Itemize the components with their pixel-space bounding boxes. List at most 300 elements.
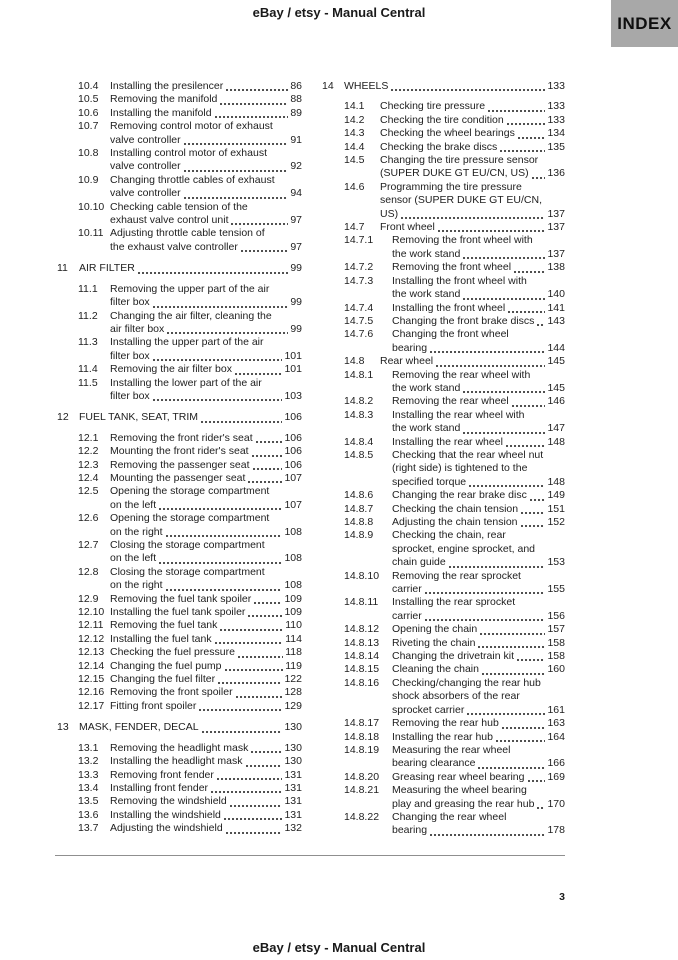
toc-entry-body bbox=[110, 472, 302, 485]
toc-entry-title-line: Installing the rear sprocket bbox=[392, 596, 516, 609]
toc-entry bbox=[322, 409, 565, 436]
toc-entry-number: 14.8.10 bbox=[344, 569, 380, 582]
toc-entry-title-line: Installing the lower part of the air bbox=[110, 376, 262, 389]
toc-entry-title: Greasing rear wheel bearing bbox=[392, 770, 525, 783]
toc-entry-title: valve controller bbox=[110, 187, 181, 200]
toc-entry-last-line bbox=[110, 134, 302, 147]
toc-entry-number: 13.6 bbox=[78, 808, 99, 821]
toc-entry-number: 11.2 bbox=[78, 309, 98, 322]
toc-entry-last-line bbox=[392, 824, 565, 837]
toc-entry-last-line bbox=[110, 323, 302, 336]
toc-entry-body bbox=[110, 539, 302, 566]
dot-leader bbox=[514, 271, 545, 273]
toc-entry-number: 11.4 bbox=[78, 363, 98, 376]
toc-entry-page: 97 bbox=[290, 240, 302, 253]
toc-entry-number: 14.8.4 bbox=[344, 435, 374, 448]
toc-entry-page: 128 bbox=[284, 686, 302, 699]
toc-entry-body bbox=[110, 822, 302, 835]
toc-entry-body bbox=[380, 221, 565, 234]
toc-entry-page: 122 bbox=[284, 673, 302, 686]
toc-entry-number: 14.8.12 bbox=[344, 623, 380, 636]
toc-entry-number: 14.7.5 bbox=[344, 314, 374, 327]
toc-entry-body bbox=[110, 485, 302, 512]
toc-entry-last-line bbox=[392, 422, 565, 435]
dot-leader bbox=[463, 298, 545, 300]
toc-entry-body bbox=[110, 377, 302, 404]
toc-entry bbox=[57, 782, 302, 795]
toc-entry-title: Checking the chain tension bbox=[392, 502, 519, 515]
toc-entry bbox=[322, 355, 565, 368]
toc-entry-page: 86 bbox=[290, 80, 302, 92]
toc-entry-last-line bbox=[392, 302, 565, 315]
dot-leader bbox=[482, 673, 545, 675]
toc-entry bbox=[322, 234, 565, 261]
toc-entry-body bbox=[380, 355, 565, 368]
toc-entry-page: 130 bbox=[284, 755, 302, 768]
toc-entry-last-line bbox=[110, 363, 302, 376]
header-title: eBay / etsy - Manual Central bbox=[252, 5, 426, 20]
dot-leader bbox=[225, 669, 284, 671]
dot-leader bbox=[256, 441, 283, 443]
toc-entry-page: 161 bbox=[547, 703, 565, 716]
toc-entry-last-line bbox=[392, 583, 565, 596]
toc-entry-body bbox=[110, 593, 302, 606]
toc-entry-last-line bbox=[110, 673, 302, 686]
toc-entry-page: 133 bbox=[547, 100, 565, 113]
toc-entry-title: Removing the manifold bbox=[110, 93, 218, 106]
toc-entry-number: 10.11 bbox=[78, 227, 104, 240]
toc-entry-number: 14.8.21 bbox=[344, 784, 380, 797]
toc-entry-last-line bbox=[110, 755, 302, 768]
toc-entry-last-line bbox=[392, 476, 565, 489]
toc-entry-body bbox=[392, 449, 565, 489]
toc-section bbox=[57, 262, 302, 275]
toc-entry-page: 131 bbox=[284, 768, 302, 781]
dot-leader bbox=[401, 217, 545, 219]
toc-entry-page: 99 bbox=[290, 296, 302, 309]
dot-leader bbox=[199, 709, 282, 711]
dot-leader bbox=[463, 257, 545, 259]
toc-entry bbox=[57, 310, 302, 337]
toc-entry-number: 10.9 bbox=[78, 173, 99, 186]
toc-entry-last-line bbox=[392, 503, 565, 516]
toc-entry-number: 10.6 bbox=[78, 106, 99, 119]
toc-entry-last-line bbox=[110, 646, 302, 659]
toc-entry-title-line: Opening the storage compartment bbox=[110, 512, 270, 525]
toc-entry-page: 137 bbox=[547, 221, 565, 234]
dot-leader bbox=[517, 659, 545, 661]
toc-entry-page: 99 bbox=[290, 322, 302, 335]
dot-leader bbox=[521, 525, 546, 527]
dot-leader bbox=[238, 656, 283, 658]
toc-entry-title: Adjusting the chain tension bbox=[392, 516, 518, 528]
dot-leader bbox=[226, 89, 288, 91]
toc-entry-body bbox=[380, 100, 565, 113]
toc-entry-last-line bbox=[110, 593, 302, 606]
toc-entry-title: Removing the front rider's seat bbox=[110, 431, 253, 444]
toc-entry-title-line: shock absorbers of the rear bbox=[392, 690, 520, 703]
toc-entry-title: Removing the rear hub bbox=[392, 717, 499, 730]
toc-entry-title-line: Measuring the rear wheel bbox=[392, 743, 511, 756]
toc-entry-number: 12.14 bbox=[78, 659, 105, 672]
toc-entry-number: 13.7 bbox=[78, 822, 99, 835]
toc-entry-last-line bbox=[110, 579, 302, 592]
toc-entry-body bbox=[110, 201, 302, 228]
toc-entry bbox=[57, 363, 302, 376]
toc-entry-title: the work stand bbox=[392, 422, 461, 435]
dot-leader bbox=[512, 405, 546, 407]
toc-entry-title-line: Opening the storage compartment bbox=[110, 485, 270, 498]
toc-entry-last-line bbox=[392, 516, 565, 529]
toc-entry-last-line bbox=[392, 650, 565, 663]
toc-entry-page: 136 bbox=[547, 167, 565, 180]
dot-leader bbox=[528, 780, 546, 782]
toc-entry-body bbox=[110, 619, 302, 632]
toc-entry-body bbox=[392, 503, 565, 516]
toc-entry-number: 14.8.18 bbox=[344, 730, 380, 743]
toc-entry-last-line bbox=[392, 717, 565, 730]
dot-leader bbox=[430, 351, 545, 353]
toc-entry-body bbox=[110, 795, 302, 808]
toc-entry-last-line bbox=[110, 552, 302, 565]
toc-entry bbox=[57, 432, 302, 445]
toc-entry bbox=[322, 677, 565, 717]
toc-entry bbox=[57, 700, 302, 713]
toc-entry-page: 147 bbox=[547, 422, 565, 435]
dot-leader bbox=[532, 177, 546, 179]
toc-entry-number: 12.1 bbox=[78, 431, 99, 444]
dot-leader bbox=[215, 116, 289, 118]
toc-entry bbox=[57, 795, 302, 808]
toc-entry-last-line bbox=[392, 637, 565, 650]
toc-entry-title-line: Removing the rear wheel with bbox=[392, 368, 531, 381]
toc-entry-body bbox=[392, 637, 565, 650]
toc-entry-number: 12.2 bbox=[78, 445, 99, 458]
toc-entry bbox=[57, 606, 302, 619]
toc-entry-number: 14.8.9 bbox=[344, 529, 374, 542]
toc-entry-title-line: Removing the front wheel with bbox=[392, 234, 533, 247]
toc-entry-title: US) bbox=[380, 207, 399, 220]
toc-entry-number: 13.3 bbox=[78, 768, 99, 781]
toc-entry-number: 10.8 bbox=[78, 147, 99, 160]
dot-leader bbox=[500, 150, 545, 152]
toc-entry-last-line bbox=[380, 141, 565, 154]
dot-leader bbox=[480, 633, 545, 635]
toc-entry-title: (SUPER DUKE GT EU/CN, US) bbox=[380, 167, 529, 180]
toc-entry-page: 160 bbox=[547, 663, 565, 676]
toc-entry-number: 14.8.8 bbox=[344, 516, 374, 528]
toc-entry-number: 10.5 bbox=[78, 93, 99, 106]
toc-entry-number: 14.7.4 bbox=[344, 301, 374, 314]
toc-entry-number: 14.7 bbox=[344, 221, 365, 234]
toc-entry-body bbox=[380, 141, 565, 154]
dot-leader bbox=[211, 791, 282, 793]
toc-entry-title: Removing the rear wheel bbox=[392, 395, 509, 408]
toc-entry-body bbox=[392, 717, 565, 730]
toc-entry bbox=[322, 811, 565, 838]
toc-entry-body bbox=[110, 566, 302, 593]
toc-entry-body bbox=[110, 660, 302, 673]
toc-entry-number: 14.5 bbox=[344, 154, 365, 167]
toc-entry-last-line bbox=[110, 445, 302, 458]
toc-entry-body bbox=[110, 459, 302, 472]
toc-entry bbox=[322, 650, 565, 663]
toc-entry bbox=[322, 154, 565, 181]
toc-entry-title: Installing the front wheel bbox=[392, 301, 506, 314]
toc-entry-title: sprocket carrier bbox=[392, 703, 465, 716]
toc-entry-page: 106 bbox=[284, 445, 302, 458]
toc-entry-title-line: Measuring the wheel bearing bbox=[392, 784, 527, 797]
toc-entry-page: 148 bbox=[547, 435, 565, 448]
toc-entry-body bbox=[110, 120, 302, 147]
dot-leader bbox=[488, 110, 545, 112]
dot-leader bbox=[425, 592, 546, 594]
toc-entry-title-line: Removing control motor of exhaust bbox=[110, 120, 273, 133]
toc-entry-last-line bbox=[110, 822, 302, 835]
toc-entry-last-line bbox=[380, 127, 565, 140]
toc-entry-number: 10.10 bbox=[78, 200, 105, 213]
toc-entry bbox=[57, 93, 302, 106]
toc-entry-body bbox=[392, 395, 565, 408]
toc-entry-number: 14.8.20 bbox=[344, 770, 380, 783]
toc-entry bbox=[322, 181, 565, 221]
toc-entry-title: the work stand bbox=[392, 381, 461, 394]
toc-entry bbox=[57, 201, 302, 228]
toc-entry bbox=[322, 489, 565, 502]
toc-entry bbox=[322, 663, 565, 676]
toc-entry-last-line bbox=[110, 472, 302, 485]
toc-entry-page: 137 bbox=[547, 247, 565, 260]
toc-entry-page: 106 bbox=[284, 458, 302, 471]
toc-entry-title: Checking the tire condition bbox=[380, 113, 504, 126]
toc-entry-page: 164 bbox=[547, 730, 565, 743]
toc-entry-last-line bbox=[110, 769, 302, 782]
footer-title: eBay / etsy - Manual Central bbox=[252, 940, 426, 955]
dot-leader bbox=[425, 619, 546, 621]
toc-entry-title: on the right bbox=[110, 525, 163, 538]
toc-entry-last-line bbox=[392, 610, 565, 623]
toc-entry-number: 14.2 bbox=[344, 113, 365, 126]
toc-entry-title-line: Removing the rear sprocket bbox=[392, 569, 521, 582]
dot-leader bbox=[248, 481, 282, 483]
toc-entry-body bbox=[392, 570, 565, 597]
toc-entry-title: Cleaning the chain bbox=[392, 663, 479, 676]
toc-entry-title: the exhaust valve controller bbox=[110, 240, 238, 253]
toc-entry-body bbox=[392, 302, 565, 315]
toc-entry-title: Changing the front brake discs bbox=[392, 314, 535, 327]
toc-entry-page: 109 bbox=[284, 592, 302, 605]
dot-leader bbox=[230, 805, 283, 807]
dot-leader bbox=[496, 740, 545, 742]
toc-entry-title-line: Installing the rear wheel with bbox=[392, 408, 525, 421]
toc-entry bbox=[57, 80, 302, 93]
toc-entry-last-line bbox=[392, 757, 565, 770]
toc-entry-title-line: Checking the chain, rear bbox=[392, 529, 506, 542]
toc-entry-last-line bbox=[392, 342, 565, 355]
toc-entry-title: Installing the headlight mask bbox=[110, 755, 243, 768]
toc-entry-body bbox=[380, 154, 565, 181]
toc-section bbox=[322, 80, 565, 93]
toc-entry-page: 130 bbox=[284, 721, 302, 734]
toc-entry-title: bearing bbox=[392, 341, 428, 354]
toc-entry-title-line: Checking/changing the rear hub bbox=[392, 676, 541, 689]
toc-entry-last-line bbox=[110, 432, 302, 445]
toc-entry-body bbox=[110, 633, 302, 646]
dot-leader bbox=[521, 512, 545, 514]
toc-entry-title-line: Installing the front wheel with bbox=[392, 274, 527, 287]
toc-entry-page: 163 bbox=[547, 717, 565, 730]
toc-entry bbox=[57, 174, 302, 201]
toc-entry bbox=[322, 771, 565, 784]
toc-entry bbox=[322, 570, 565, 597]
toc-entry-number: 14.8.6 bbox=[344, 489, 374, 502]
toc-entry-title: Adjusting the windshield bbox=[110, 822, 223, 835]
toc-entry-body bbox=[110, 93, 302, 106]
toc-entry-number: 14.7.2 bbox=[344, 261, 374, 274]
toc-entry-number: 14.6 bbox=[344, 180, 365, 193]
toc-entry bbox=[322, 623, 565, 636]
toc-entry-title: Mounting the front rider's seat bbox=[110, 445, 249, 458]
toc-entry-page: 118 bbox=[285, 646, 302, 659]
dot-leader bbox=[231, 223, 288, 225]
toc-entry-body bbox=[110, 769, 302, 782]
toc-entry-title: carrier bbox=[392, 609, 422, 622]
toc-entry-body bbox=[110, 700, 302, 713]
toc-entry-page: 144 bbox=[547, 341, 565, 354]
toc-entry-body bbox=[79, 411, 302, 424]
dot-leader bbox=[463, 391, 545, 393]
dot-leader bbox=[478, 767, 545, 769]
dot-leader bbox=[241, 250, 288, 252]
toc-entry bbox=[57, 742, 302, 755]
toc-entry bbox=[322, 302, 565, 315]
toc-entry-number: 11.5 bbox=[78, 376, 98, 389]
toc-entry-page: 133 bbox=[547, 80, 565, 92]
toc-entry-body bbox=[392, 489, 565, 502]
dot-leader bbox=[202, 731, 283, 733]
toc-entry-body bbox=[110, 283, 302, 310]
toc-entry-page: 143 bbox=[547, 314, 565, 327]
toc-entry-page: 140 bbox=[547, 288, 565, 301]
toc-entry bbox=[57, 539, 302, 566]
toc-entry-body bbox=[392, 516, 565, 529]
toc-entry-title: Removing the windshield bbox=[110, 795, 227, 808]
toc-entry bbox=[322, 717, 565, 730]
index-tab[interactable] bbox=[611, 0, 678, 47]
toc-entry bbox=[322, 596, 565, 623]
toc-entry-page: 156 bbox=[547, 609, 565, 622]
toc-entry-last-line bbox=[110, 296, 302, 309]
toc-entry-last-line bbox=[110, 742, 302, 755]
toc-entry-title: Installing the windshield bbox=[110, 808, 221, 821]
toc-entry-page: 169 bbox=[547, 770, 565, 783]
toc-entry bbox=[57, 593, 302, 606]
toc-entry bbox=[322, 275, 565, 302]
toc-entry-title: FUEL TANK, SEAT, TRIM bbox=[79, 411, 199, 424]
dot-leader bbox=[226, 832, 283, 834]
toc-entry bbox=[322, 100, 565, 113]
dot-leader bbox=[467, 713, 545, 715]
dot-leader bbox=[184, 143, 289, 145]
toc-entry-page: 145 bbox=[547, 381, 565, 394]
toc-entry-last-line bbox=[380, 208, 565, 221]
toc-entry-number: 11 bbox=[57, 262, 68, 275]
toc-entry-number: 14.8.7 bbox=[344, 502, 374, 515]
dot-leader bbox=[167, 332, 288, 334]
toc-entry-title-line: Installing control motor of exhaust bbox=[110, 147, 267, 160]
dot-leader bbox=[254, 602, 282, 604]
toc-entry-page: 107 bbox=[284, 471, 302, 484]
toc-entry-number: 12.5 bbox=[78, 485, 99, 498]
dot-leader bbox=[537, 807, 545, 809]
toc-entry bbox=[57, 472, 302, 485]
dot-leader bbox=[220, 629, 283, 631]
toc-entry-last-line bbox=[79, 262, 302, 275]
toc-entry-title: filter box bbox=[110, 296, 150, 309]
toc-entry-number: 14.8.11 bbox=[344, 596, 379, 609]
toc-entry-last-line bbox=[110, 241, 302, 254]
toc-entry-body bbox=[392, 315, 565, 328]
toc-entry bbox=[57, 633, 302, 646]
toc-entry-title: filter box bbox=[110, 389, 150, 402]
toc-entry-title: Changing the fuel pump bbox=[110, 659, 222, 672]
toc-entry-title: on the right bbox=[110, 579, 163, 592]
toc-column-right bbox=[322, 80, 565, 838]
toc-entry-page: 148 bbox=[547, 475, 565, 488]
toc-entry-page: 141 bbox=[547, 301, 565, 314]
toc-entry-number: 11.1 bbox=[78, 282, 98, 295]
toc-entry-title: Installing the fuel tank spoiler bbox=[110, 606, 246, 619]
toc-entry-body bbox=[110, 174, 302, 201]
toc-entry-last-line bbox=[110, 633, 302, 646]
toc-entry-body bbox=[110, 147, 302, 174]
dot-leader bbox=[159, 508, 282, 510]
toc-entry-body bbox=[392, 744, 565, 771]
toc-entry-number: 14.8.22 bbox=[344, 810, 380, 823]
toc-entry-page: 107 bbox=[284, 498, 302, 511]
toc-column-left bbox=[57, 80, 302, 836]
toc-entry-title: on the left bbox=[110, 498, 157, 511]
toc-entry-body bbox=[392, 677, 565, 717]
toc-entry-body bbox=[110, 673, 302, 686]
toc-entry-last-line bbox=[380, 114, 565, 127]
toc-entry-last-line bbox=[110, 809, 302, 822]
toc-entry-title: Installing the presilencer bbox=[110, 80, 224, 92]
toc-entry-page: 130 bbox=[284, 741, 302, 754]
toc-entry-page: 114 bbox=[285, 632, 302, 645]
toc-entry-title: Mounting the passenger seat bbox=[110, 471, 246, 484]
toc-entry-last-line bbox=[110, 660, 302, 673]
toc-entry-title: chain guide bbox=[392, 556, 446, 569]
toc-entry-title-line: sensor (SUPER DUKE GT EU/CN, bbox=[380, 194, 543, 207]
toc-entry bbox=[57, 512, 302, 539]
toc-entry-title: Installing front fender bbox=[110, 781, 209, 794]
toc-entry-number: 14.7.1 bbox=[344, 234, 374, 247]
dot-leader bbox=[153, 306, 289, 308]
dot-leader bbox=[252, 455, 283, 457]
toc-entry-last-line bbox=[79, 411, 302, 424]
dot-leader bbox=[463, 432, 545, 434]
toc-entry-body bbox=[110, 363, 302, 376]
toc-entry-last-line bbox=[110, 80, 302, 93]
toc-entry bbox=[57, 769, 302, 782]
toc-entry-page: 131 bbox=[284, 808, 302, 821]
toc-entry-last-line bbox=[392, 704, 565, 717]
toc-entry-number: 13.2 bbox=[78, 755, 99, 768]
toc-entry-title-line: Changing throttle cables of exhaust bbox=[110, 173, 275, 186]
toc-entry-last-line bbox=[392, 556, 565, 569]
dot-leader bbox=[253, 468, 283, 470]
